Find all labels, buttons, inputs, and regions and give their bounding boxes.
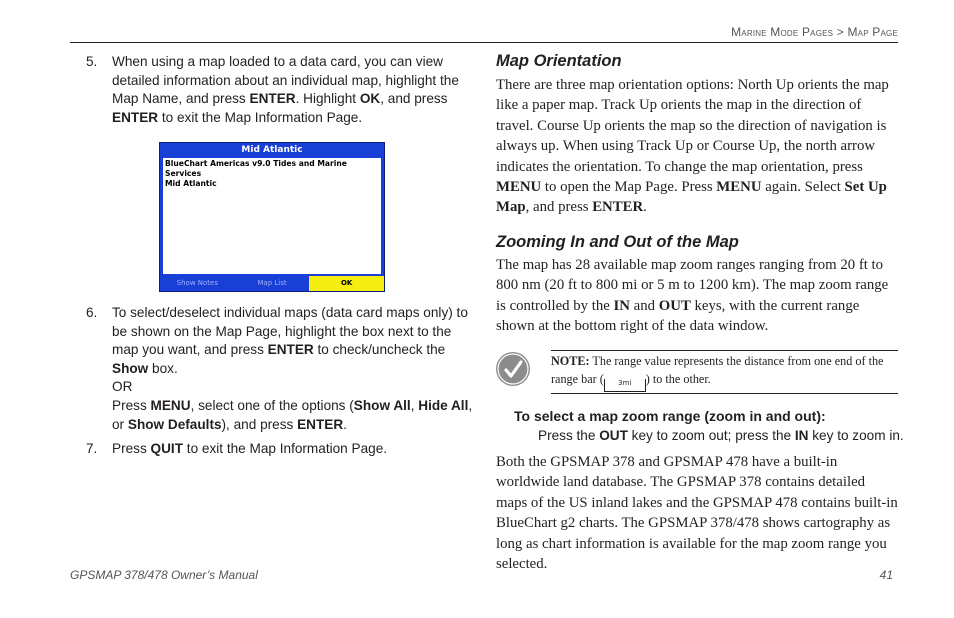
note-box: NOTE: The range value represents the distance from one end of the range bar ( 3mi ) to the other. bbox=[551, 350, 898, 394]
heading-zooming: Zooming In and Out of the Map bbox=[496, 233, 739, 251]
page-number: 41 bbox=[879, 568, 893, 582]
procedure-title: To select a map zoom range (zoom in and out): bbox=[514, 408, 826, 424]
screen-body: BlueChart Americas v9.0 Tides and Marine Services Mid Atlantic bbox=[163, 158, 381, 274]
procedure-step: Press the OUT key to zoom out; press the IN key to zoom in. bbox=[538, 428, 904, 443]
zoom-paragraph: The map has 28 available map zoom ranges ranging from 20 ft to 800 nm (20 ft to 800 mi or 5 m to 1200 km). The map zoom range is controlled by the IN and OUT keys, with the current range shown at the bottom right of the data window. bbox=[496, 257, 889, 335]
step-7: 7. Press QUIT to exit the Map Information Page. bbox=[86, 441, 388, 456]
map-list-button: Map List bbox=[257, 279, 287, 287]
show-notes-button: Show Notes bbox=[176, 279, 218, 287]
running-header: Marine Mode Pages > Map Page bbox=[731, 25, 898, 39]
range-bar-icon: 3mi bbox=[604, 379, 646, 392]
heading-map-orientation: Map Orientation bbox=[496, 52, 622, 70]
footer-manual-title: GPSMAP 378/478 Owner’s Manual bbox=[70, 568, 258, 582]
map-information-screenshot bbox=[159, 142, 385, 292]
checkmark-icon bbox=[496, 352, 530, 386]
ok-button: OK bbox=[309, 276, 384, 291]
database-paragraph: Both the GPSMAP 378 and GPSMAP 478 have a built-in worldwide land database. The GPSMAP 378 contains detailed maps of the US inland lakes and the GPSMAP 478 contains built-in BlueChart g2 charts. The GPSMAP 378/478 shows cartography as long as chart information is available for the map zoom range you selected. bbox=[496, 454, 898, 573]
screen-title: Mid Atlantic bbox=[241, 145, 303, 155]
step-6: 6. To select/deselect individual maps (data card maps only) to be shown on the Map Page, highlight the box next to the map you want, and press ENTER to check/uncheck the Show box. OR Press MENU, select one of the options (Show All, Hide All, or Show Defaults), and press ENTER. bbox=[86, 305, 473, 432]
orientation-paragraph: There are three map orientation options: North Up orients the map like a paper map. Track Up orients the map in the direction of travel. Course Up orients the map so the direction of navigation is always up. When using Track Up or Course Up, the north arrow indicates the orientation. To change the map orientation, press MENU to open the Map Page. Press MENU again. Select Set Up Map, and press ENTER. bbox=[496, 77, 889, 216]
header-rule bbox=[70, 42, 898, 43]
step-5: 5. When using a map loaded to a data card, you can view detailed information about an individual map, highlight the Map Name, and press ENTER. Highlight OK, and press ENTER to exit the Map Information Page. bbox=[86, 54, 459, 125]
screen-buttons bbox=[160, 276, 384, 291]
